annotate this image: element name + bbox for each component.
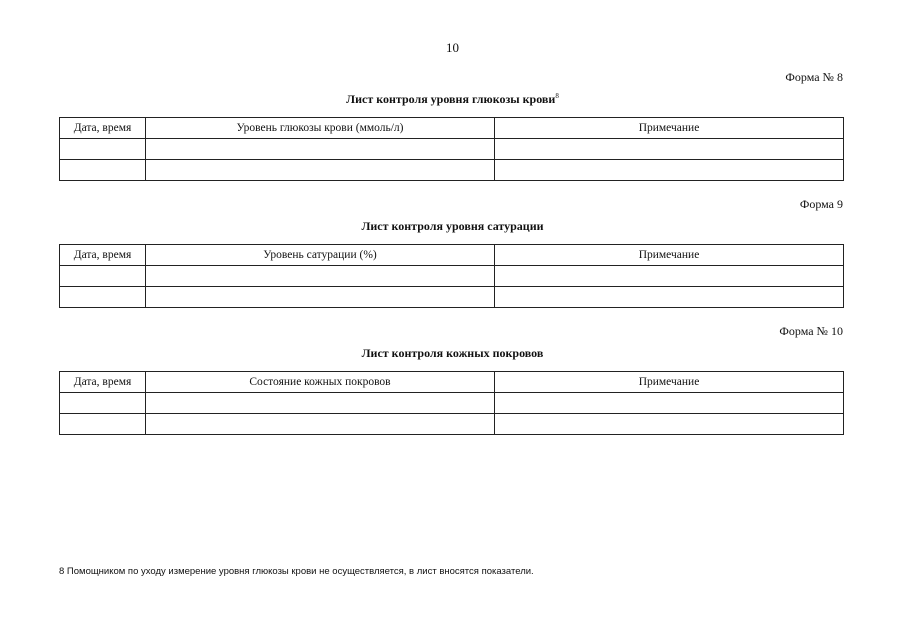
form-8-label: Форма № 8 — [785, 70, 843, 84]
empty-cell[interactable] — [60, 287, 146, 308]
empty-cell[interactable] — [495, 414, 844, 435]
empty-cell[interactable] — [60, 160, 146, 181]
column-header-saturation-level: Уровень сатурации (%) — [146, 245, 495, 266]
form-10-label: Форма № 10 — [779, 324, 843, 338]
table-header-row — [60, 118, 844, 139]
empty-cell[interactable] — [495, 393, 844, 414]
empty-cell[interactable] — [146, 414, 495, 435]
column-header-date-time: Дата, время — [60, 372, 146, 393]
form-8-title-text: Лист контроля уровня глюкозы крови — [346, 92, 556, 106]
empty-cell[interactable] — [60, 139, 146, 160]
empty-cell[interactable] — [495, 266, 844, 287]
form-9-title: Лист контроля уровня сатурации — [361, 219, 544, 233]
empty-cell[interactable] — [146, 287, 495, 308]
empty-cell[interactable] — [60, 266, 146, 287]
skin-control-table — [59, 371, 844, 435]
column-header-note: Примечание — [495, 245, 844, 266]
column-header-glucose-level: Уровень глюкозы крови (ммоль/л) — [146, 118, 495, 139]
empty-cell[interactable] — [146, 266, 495, 287]
table-row — [60, 160, 844, 181]
empty-cell[interactable] — [146, 160, 495, 181]
column-header-date-time: Дата, время — [60, 245, 146, 266]
form-8-title — [0, 92, 905, 107]
footnote: 8 Помощником по уходу измерение уровня глюкозы крови не осуществляется, в лист вносятся показатели. — [59, 566, 534, 577]
form-8-footnote-marker: 8 — [555, 92, 559, 100]
form-9-label: Форма 9 — [799, 197, 843, 211]
empty-cell[interactable] — [146, 393, 495, 414]
table-row — [60, 266, 844, 287]
empty-cell[interactable] — [60, 414, 146, 435]
empty-cell[interactable] — [495, 287, 844, 308]
table-row — [60, 139, 844, 160]
empty-cell[interactable] — [146, 139, 495, 160]
saturation-control-table — [59, 244, 844, 308]
table-header-row — [60, 372, 844, 393]
empty-cell[interactable] — [495, 139, 844, 160]
form-10-title: Лист контроля кожных покровов — [361, 346, 544, 360]
column-header-skin-condition: Состояние кожных покровов — [146, 372, 495, 393]
page-number: 10 — [446, 40, 459, 55]
table-row — [60, 393, 844, 414]
column-header-date-time: Дата, время — [60, 118, 146, 139]
column-header-note: Примечание — [495, 372, 844, 393]
column-header-note: Примечание — [495, 118, 844, 139]
empty-cell[interactable] — [60, 393, 146, 414]
glucose-control-table — [59, 117, 844, 181]
table-row — [60, 287, 844, 308]
empty-cell[interactable] — [495, 160, 844, 181]
table-row — [60, 414, 844, 435]
table-header-row — [60, 245, 844, 266]
